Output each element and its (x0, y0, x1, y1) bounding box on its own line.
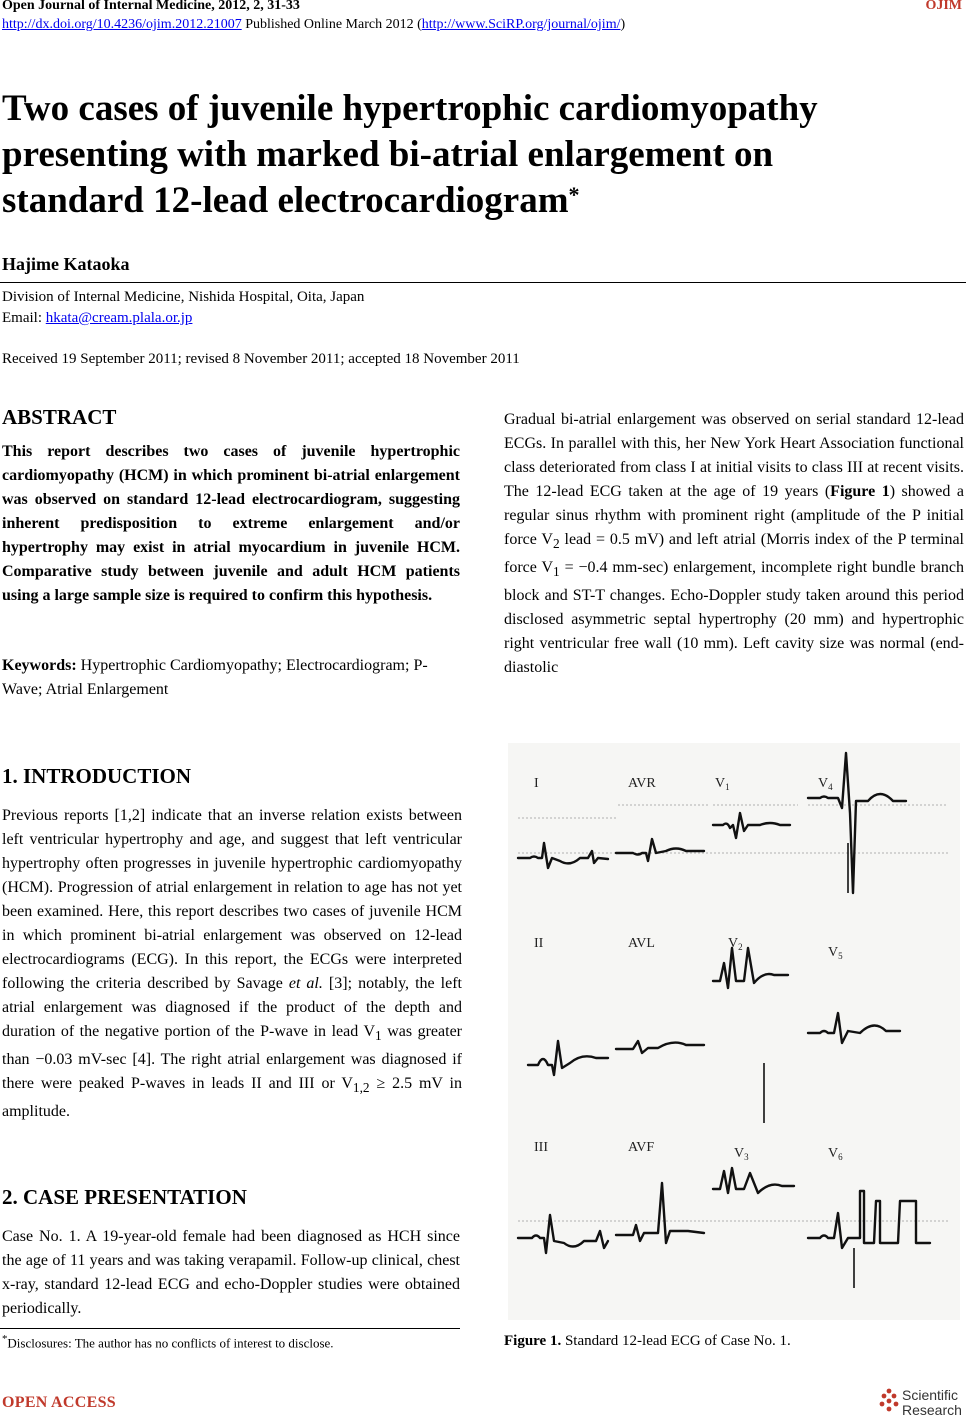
journal-citation: Open Journal of Internal Medicine, 2012, 2, 31-33 (2, 0, 300, 13)
keywords (2, 654, 460, 702)
lead-label-v6: $V_6$ (828, 1146, 843, 1162)
lead-label-avr: AVR (628, 776, 656, 791)
intro-text-1: Previous reports [1,2] indicate that an inverse relation exists between left ventricular hypertrophy and age, and suggest that left ventricular hypertrophy often progresses in juvenile hypertrophic cardiomyopathy (HCM). Progression of atrial enlargement in relation to age has not yet been examined. Here, this report describes two cases of juvenile HCM in which prominent bi-atrial enlargement was observed on 12-lead electrocardiograms (ECG). In this report, the ECGs were interpreted following the criteria described by Savage (2, 807, 462, 992)
intro-sub-1: 1 (375, 1028, 382, 1044)
lead-label-iii: III (534, 1140, 548, 1155)
author-divider (0, 282, 966, 283)
logo-text (902, 1388, 962, 1418)
ecg-trace-v2 (713, 948, 788, 988)
case-continued-body (504, 408, 964, 680)
ecg-trace-v3 (713, 1168, 794, 1193)
email-link[interactable]: hkata@cream.plala.or.jp (45, 310, 193, 326)
email-label: Email: (2, 310, 46, 326)
logo-line-1: Scientific (902, 1387, 959, 1403)
journal-abbreviation: OJIM (925, 0, 962, 13)
footnote-divider (0, 1328, 460, 1329)
lead-label-v3: $V_3$ (734, 1146, 749, 1162)
header-links-line (2, 17, 625, 33)
lead-label-avf: AVF (628, 1140, 655, 1155)
abstract-body: This report describes two cases of juvenile hypertrophic cardiomyopathy (HCM) in which prominent bi-atrial enlargement was observed on standard 12-lead electrocardiogram, suggesting inherent predisposition to extreme enlargement and/or hypertrophy may exist in atrial myocardium in juvenile HCM. Comparative study between juvenile and adult HCM patients using a large sample size is required to confirm this hypothesis. (2, 443, 460, 604)
author-email-line (2, 310, 192, 327)
title-footnote-marker: * (568, 182, 580, 207)
rc-text-4: = −0.4 mm-sec) enlargement, incomplete right bundle branch block and ST-T changes. Echo-Doppler study taken around this period disclosed asymmetric septal hypertrophy (20 mm) and hypertrophic right ventricular free wall (10 mm). Left cavity size was normal (end-diastolic (504, 559, 964, 677)
title-text: Two cases of juvenile hypertrophic cardiomyopathy presenting with marked bi-atrial enlargement on standard 12-lead electrocardiogram (2, 88, 818, 221)
footnote-text: Disclosures: The author has no conflicts of interest to disclose. (7, 1335, 334, 1351)
intro-sub-2: 1,2 (352, 1080, 370, 1096)
abstract-heading: ABSTRACT (2, 405, 117, 429)
lead-label-avl: AVL (628, 936, 655, 951)
author-name: Hajime Kataoka (2, 254, 130, 274)
ecg-trace-avf (616, 1183, 704, 1243)
ecg-trace-v1 (713, 813, 790, 838)
ecg-trace-ii (528, 1041, 608, 1075)
rc-sub-b: 1 (553, 564, 560, 580)
lead-label-ii: II (534, 936, 544, 951)
author-affiliation: Division of Internal Medicine, Nishida Hospital, Oita, Japan (2, 289, 365, 305)
footnote (2, 1333, 334, 1351)
article-title (2, 86, 902, 224)
figure-caption-label: Figure 1. (504, 1333, 562, 1349)
case-body: Case No. 1. A 19-year-old female had been diagnosed as HCH since the age of 11 years and was taking verapamil. Follow-up clinical, chest x-ray, standard 12-lead ECG and echo-Doppler studies were obtained periodically. (2, 1228, 460, 1317)
ecg-trace-avr (616, 839, 704, 861)
keywords-text: Hypertrophic Cardiomyopathy; Electrocardiogram; P-Wave; Atrial Enlargement (2, 657, 428, 698)
logo-line-2: Research (902, 1402, 962, 1418)
journal-link[interactable]: http://www.SciRP.org/journal/ojim/ (421, 17, 621, 32)
close-paren: ) (620, 17, 626, 32)
figure-caption (504, 1333, 791, 1350)
doi-link[interactable]: http://dx.doi.org/10.4236/ojim.2012.21007 (2, 17, 242, 32)
rc-sub-a: 2 (552, 536, 560, 552)
footnote-marker: * (2, 1333, 8, 1345)
introduction-body (2, 804, 462, 1124)
introduction-heading: 1. INTRODUCTION (2, 764, 192, 788)
intro-text-3: was greater than −0.03 mV-sec [4]. The right atrial enlargement was diagnosed if there were peaked P-waves in leads II and III or V (2, 1023, 462, 1093)
intro-text-4: ≥ 2.5 mV in amplitude. (2, 1075, 463, 1121)
ecg-trace-v5 (808, 1013, 900, 1043)
open-access-label: OPEN ACCESS (2, 1394, 116, 1411)
rc-text-3: lead = 0.5 mV) and left atrial (Morris index of the P terminal force V (504, 531, 964, 577)
figure-caption-text: Standard 12-lead ECG of Case No. 1. (561, 1333, 791, 1349)
ecg-trace-v6 (808, 1191, 930, 1248)
ecg-figure (508, 743, 960, 1320)
rc-text-1: Gradual bi-atrial enlargement was observed on serial standard 12-lead ECGs. In parallel with this, her New York Heart Association functional class deteriorated from class I at initial visits to class III at recent visits. The 12-lead ECG taken at the age of 19 years ( (504, 411, 964, 500)
lead-label-v5: $V_5$ (828, 945, 843, 961)
ecg-trace-avl (616, 1041, 704, 1053)
received-dates: Received 19 September 2011; revised 8 November 2011; accepted 18 November 2011 (2, 351, 520, 367)
lead-label-v4: $V_4$ (818, 776, 833, 792)
keywords-label: Keywords: (2, 657, 77, 674)
logo-mark-icon (878, 1388, 900, 1414)
ecg-trace-v4 (808, 753, 906, 893)
lead-label-i: I (534, 776, 539, 791)
lead-label-v1: $V_1$ (715, 776, 730, 792)
intro-et-al: et al. (288, 975, 323, 992)
case-heading: 2. CASE PRESENTATION (2, 1185, 247, 1209)
ecg-trace-i (518, 843, 608, 868)
published-text: Published Online March 2012 ( (241, 17, 422, 32)
ecg-image (508, 743, 960, 1320)
figure-reference[interactable]: Figure 1 (830, 483, 890, 500)
intro-text-2: [3]; notably, the left atrial enlargement was diagnosed if the product of the depth and duration of the negative portion of the P-wave in lead V (2, 975, 462, 1040)
scientific-research-logo[interactable] (878, 1388, 966, 1423)
rc-text-2: ) showed a regular sinus rhythm with prominent right (amplitude of the P initial force V (504, 483, 965, 548)
lead-label-v2: $V_2$ (728, 936, 743, 952)
